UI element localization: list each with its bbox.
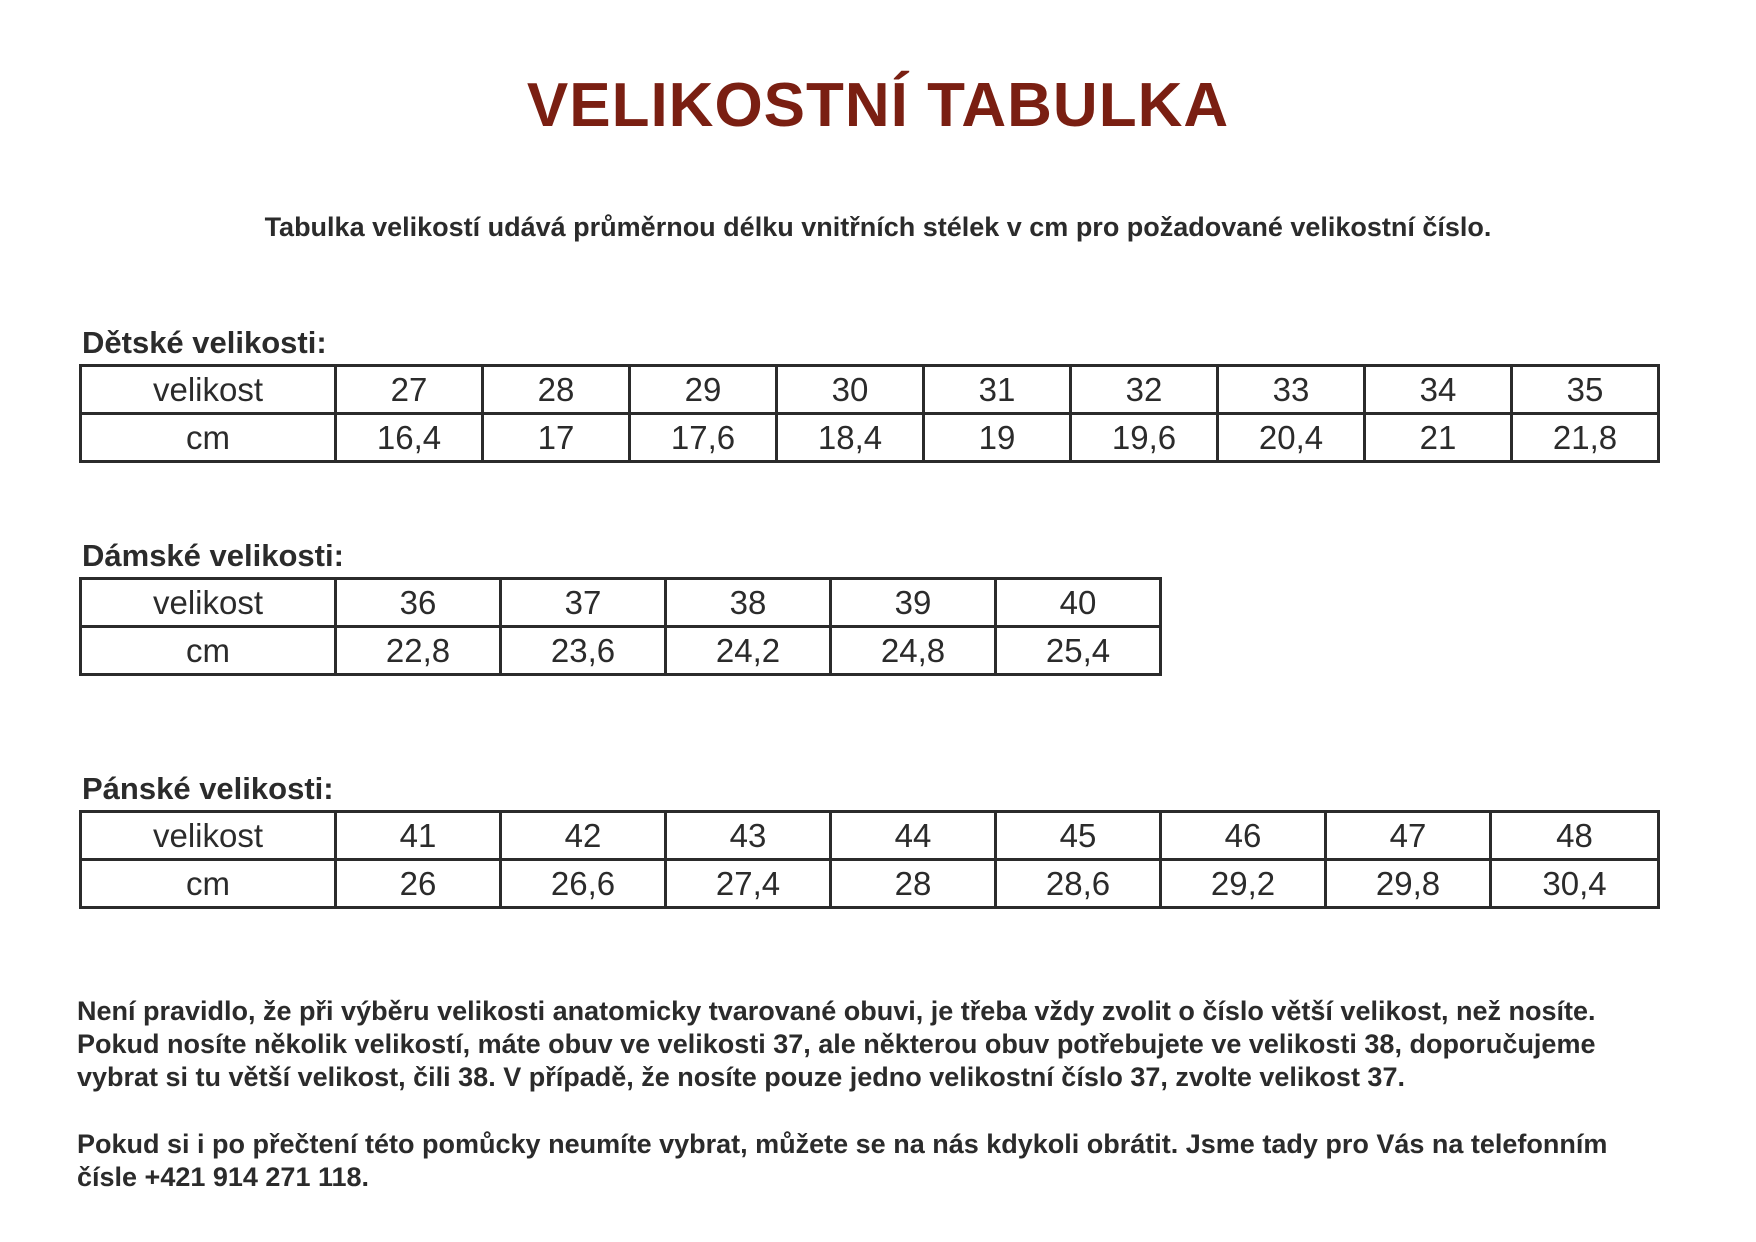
men-cm-row bbox=[81, 860, 1659, 908]
cm-cell: 30,4 bbox=[1491, 860, 1659, 908]
cm-cell: 28,6 bbox=[996, 860, 1161, 908]
size-cell: 36 bbox=[336, 579, 501, 627]
size-cell: 47 bbox=[1326, 812, 1491, 860]
size-cell: 45 bbox=[996, 812, 1161, 860]
note-line: vybrat si tu větší velikost, čili 38. V případě, že nosíte pouze jedno velikostní číslo 37, zvolte velikost 37. bbox=[77, 1062, 1405, 1092]
note-line: Není pravidlo, že při výběru velikosti anatomicky tvarované obuvi, je třeba vždy zvolit o číslo větší velikost, než nosíte. bbox=[77, 996, 1596, 1026]
cm-cell: 19,6 bbox=[1071, 414, 1218, 462]
cm-cell: 26,6 bbox=[501, 860, 666, 908]
cm-cell: 25,4 bbox=[996, 627, 1161, 675]
size-cell: 48 bbox=[1491, 812, 1659, 860]
cm-cell: 18,4 bbox=[777, 414, 924, 462]
cm-row-label: cm bbox=[81, 627, 336, 675]
size-cell: 34 bbox=[1365, 366, 1512, 414]
cm-cell: 21 bbox=[1365, 414, 1512, 462]
kids-size-row bbox=[81, 366, 1659, 414]
women-size-table bbox=[79, 577, 1162, 676]
size-row-label: velikost bbox=[81, 812, 336, 860]
cm-row-label: cm bbox=[81, 860, 336, 908]
cm-cell: 28 bbox=[831, 860, 996, 908]
size-cell: 35 bbox=[1512, 366, 1659, 414]
size-row-label: velikost bbox=[81, 579, 336, 627]
cm-row-label: cm bbox=[81, 414, 336, 462]
cm-cell: 24,2 bbox=[666, 627, 831, 675]
cm-cell: 27,4 bbox=[666, 860, 831, 908]
size-cell: 30 bbox=[777, 366, 924, 414]
size-cell: 38 bbox=[666, 579, 831, 627]
cm-cell: 22,8 bbox=[336, 627, 501, 675]
note-paragraph-2 bbox=[77, 1128, 1747, 1194]
cm-cell: 19 bbox=[924, 414, 1071, 462]
note-line: Pokud si i po přečtení této pomůcky neumíte vybrat, můžete se na nás kdykoli obrátit. Jsme tady pro Vás na telefonním bbox=[77, 1129, 1608, 1159]
size-cell: 40 bbox=[996, 579, 1161, 627]
cm-cell: 29,8 bbox=[1326, 860, 1491, 908]
size-cell: 42 bbox=[501, 812, 666, 860]
note-line: čísle +421 914 271 118. bbox=[77, 1162, 370, 1192]
cm-cell: 23,6 bbox=[501, 627, 666, 675]
men-size-table bbox=[79, 810, 1660, 909]
cm-cell: 26 bbox=[336, 860, 501, 908]
page-subtitle: Tabulka velikostí udává průměrnou délku vnitřních stélek v cm pro požadované velikostní číslo. bbox=[264, 212, 1492, 242]
size-cell: 41 bbox=[336, 812, 501, 860]
women-sizes-heading: Dámské velikosti: bbox=[82, 538, 344, 573]
kids-cm-row bbox=[81, 414, 1659, 462]
size-cell: 29 bbox=[630, 366, 777, 414]
cm-cell: 21,8 bbox=[1512, 414, 1659, 462]
size-cell: 44 bbox=[831, 812, 996, 860]
size-cell: 46 bbox=[1161, 812, 1326, 860]
kids-size-table bbox=[79, 364, 1660, 463]
page-title: VELIKOSTNÍ TABULKA bbox=[526, 71, 1230, 140]
cm-cell: 29,2 bbox=[1161, 860, 1326, 908]
size-cell: 32 bbox=[1071, 366, 1218, 414]
note-line: Pokud nosíte několik velikostí, máte obuv ve velikosti 37, ale některou obuv potřebujete ve velikosti 38, doporučujeme bbox=[77, 1029, 1596, 1059]
size-cell: 31 bbox=[924, 366, 1071, 414]
cm-cell: 17 bbox=[483, 414, 630, 462]
cm-cell: 16,4 bbox=[336, 414, 483, 462]
women-size-row bbox=[81, 579, 1161, 627]
size-row-label: velikost bbox=[81, 366, 336, 414]
cm-cell: 17,6 bbox=[630, 414, 777, 462]
size-cell: 37 bbox=[501, 579, 666, 627]
size-cell: 27 bbox=[336, 366, 483, 414]
size-cell: 28 bbox=[483, 366, 630, 414]
women-cm-row bbox=[81, 627, 1161, 675]
cm-cell: 24,8 bbox=[831, 627, 996, 675]
men-sizes-heading: Pánské velikosti: bbox=[82, 771, 334, 806]
note-paragraph-1 bbox=[77, 995, 1747, 1094]
cm-cell: 20,4 bbox=[1218, 414, 1365, 462]
size-cell: 39 bbox=[831, 579, 996, 627]
size-cell: 43 bbox=[666, 812, 831, 860]
kids-sizes-heading: Dětské velikosti: bbox=[82, 325, 327, 360]
size-cell: 33 bbox=[1218, 366, 1365, 414]
men-size-row bbox=[81, 812, 1659, 860]
